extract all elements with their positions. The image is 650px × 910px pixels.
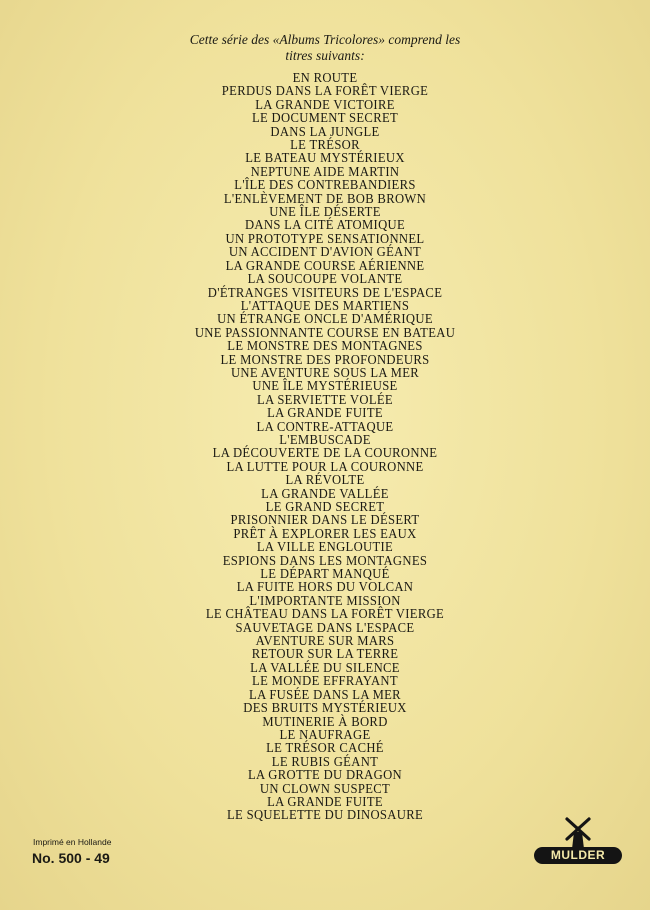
title-item: PERDUS DANS LA FORÊT VIERGE xyxy=(221,83,429,99)
title-item: LA GRANDE VALLÉE xyxy=(261,485,389,501)
title-item: LE SQUELETTE DU DINOSAURE xyxy=(227,807,423,823)
title-item: ESPIONS DANS LES MONTAGNES xyxy=(222,552,428,568)
title-item: AVENTURE SUR MARS xyxy=(255,633,395,649)
title-item: LA GROTTE DU DRAGON xyxy=(247,767,403,783)
title-item: EN ROUTE xyxy=(292,70,358,85)
title-item: UN ACCIDENT D'AVION GÉANT xyxy=(228,244,422,260)
title-item: DANS LA JUNGLE xyxy=(270,123,380,139)
intro-line-1: Cette série des «Albums Tricolores» comprend les xyxy=(189,32,461,47)
title-item: LE TRÉSOR CACHÉ xyxy=(266,740,384,756)
title-item: DES BRUITS MYSTÉRIEUX xyxy=(243,700,407,716)
title-item: LA RÉVOLTE xyxy=(285,472,365,488)
title-item: LE MONDE EFFRAYANT xyxy=(252,673,398,689)
windmill-icon xyxy=(564,816,592,850)
title-item: LE TRÉSOR xyxy=(290,137,360,153)
title-item: NEPTUNE AIDE MARTIN xyxy=(250,163,400,179)
title-item: DANS LA CITÉ ATOMIQUE xyxy=(244,217,406,233)
series-intro xyxy=(0,32,650,64)
title-item: LE BATEAU MYSTÉRIEUX xyxy=(245,150,405,166)
title-item: D'ÉTRANGES VISITEURS DE L'ESPACE xyxy=(207,284,443,300)
catalog-number: No. 500 - 49 xyxy=(32,850,110,866)
title-item: LE RUBIS GÉANT xyxy=(271,753,379,769)
title-item: PRISONNIER DANS LE DÉSERT xyxy=(230,512,420,528)
title-item: PRÊT À EXPLORER LES EAUX xyxy=(233,525,417,541)
title-item: SAUVETAGE DANS L'ESPACE xyxy=(235,619,415,635)
title-item: UN ÉTRANGE ONCLE D'AMÉRIQUE xyxy=(217,311,433,327)
title-item: LA FUSÉE DANS LA MER xyxy=(249,686,401,702)
title-item: UNE ÎLE DÉSERTE xyxy=(269,204,381,220)
title-item: UNE AVENTURE SOUS LA MER xyxy=(230,364,420,380)
title-item: LA CONTRE-ATTAQUE xyxy=(256,418,394,434)
title-item: MUTINERIE À BORD xyxy=(262,713,388,729)
title-item: LA VILLE ENGLOUTIE xyxy=(256,539,394,555)
title-item: UN PROTOTYPE SENSATIONNEL xyxy=(225,230,425,246)
mulder-logo-text: MULDER xyxy=(534,847,622,864)
title-item: LA LUTTE POUR LA COURONNE xyxy=(226,458,424,474)
title-item: LA GRANDE VICTOIRE xyxy=(255,96,395,112)
title-item: L'ATTAQUE DES MARTIENS xyxy=(240,297,410,313)
title-item: L'ÎLE DES CONTREBANDIERS xyxy=(234,177,416,193)
title-item: LE GRAND SECRET xyxy=(265,499,385,514)
title-item: UNE PASSIONNANTE COURSE EN BATEAU xyxy=(194,324,456,340)
publisher-logo xyxy=(534,816,622,864)
title-item: LA FUITE HORS DU VOLCAN xyxy=(236,579,414,595)
title-item: LA GRANDE FUITE xyxy=(267,405,383,421)
intro-line-2: titres suivants: xyxy=(285,48,365,63)
title-item: LA GRANDE FUITE xyxy=(267,793,383,809)
title-item: LE CHÂTEAU DANS LA FORÊT VIERGE xyxy=(205,606,445,622)
printed-in-note: Imprimé en Hollande xyxy=(33,837,112,847)
title-item: LE DÉPART MANQUÉ xyxy=(260,566,390,582)
title-item: LA DÉCOUVERTE DE LA COURONNE xyxy=(212,445,438,461)
title-item: LA VALLÉE DU SILENCE xyxy=(250,659,400,675)
title-item: L'IMPORTANTE MISSION xyxy=(249,592,401,608)
title-item: L'EMBUSCADE xyxy=(279,431,371,447)
title-item: LE MONSTRE DES MONTAGNES xyxy=(227,338,423,354)
title-list xyxy=(0,71,650,822)
title-item: UN CLOWN SUSPECT xyxy=(259,780,391,796)
title-item: LA SERVIETTE VOLÉE xyxy=(257,391,393,407)
title-item: LE MONSTRE DES PROFONDEURS xyxy=(220,351,430,367)
title-item: LA GRANDE COURSE AÉRIENNE xyxy=(225,257,425,273)
title-item: UNE ÎLE MYSTÉRIEUSE xyxy=(252,378,398,394)
title-item: L'ENLÈVEMENT DE BOB BROWN xyxy=(223,190,427,206)
title-item: LA SOUCOUPE VOLANTE xyxy=(247,271,403,287)
title-item: RETOUR SUR LA TERRE xyxy=(251,646,399,662)
title-item: LE NAUFRAGE xyxy=(279,726,371,742)
title-item: LE DOCUMENT SECRET xyxy=(251,110,399,126)
